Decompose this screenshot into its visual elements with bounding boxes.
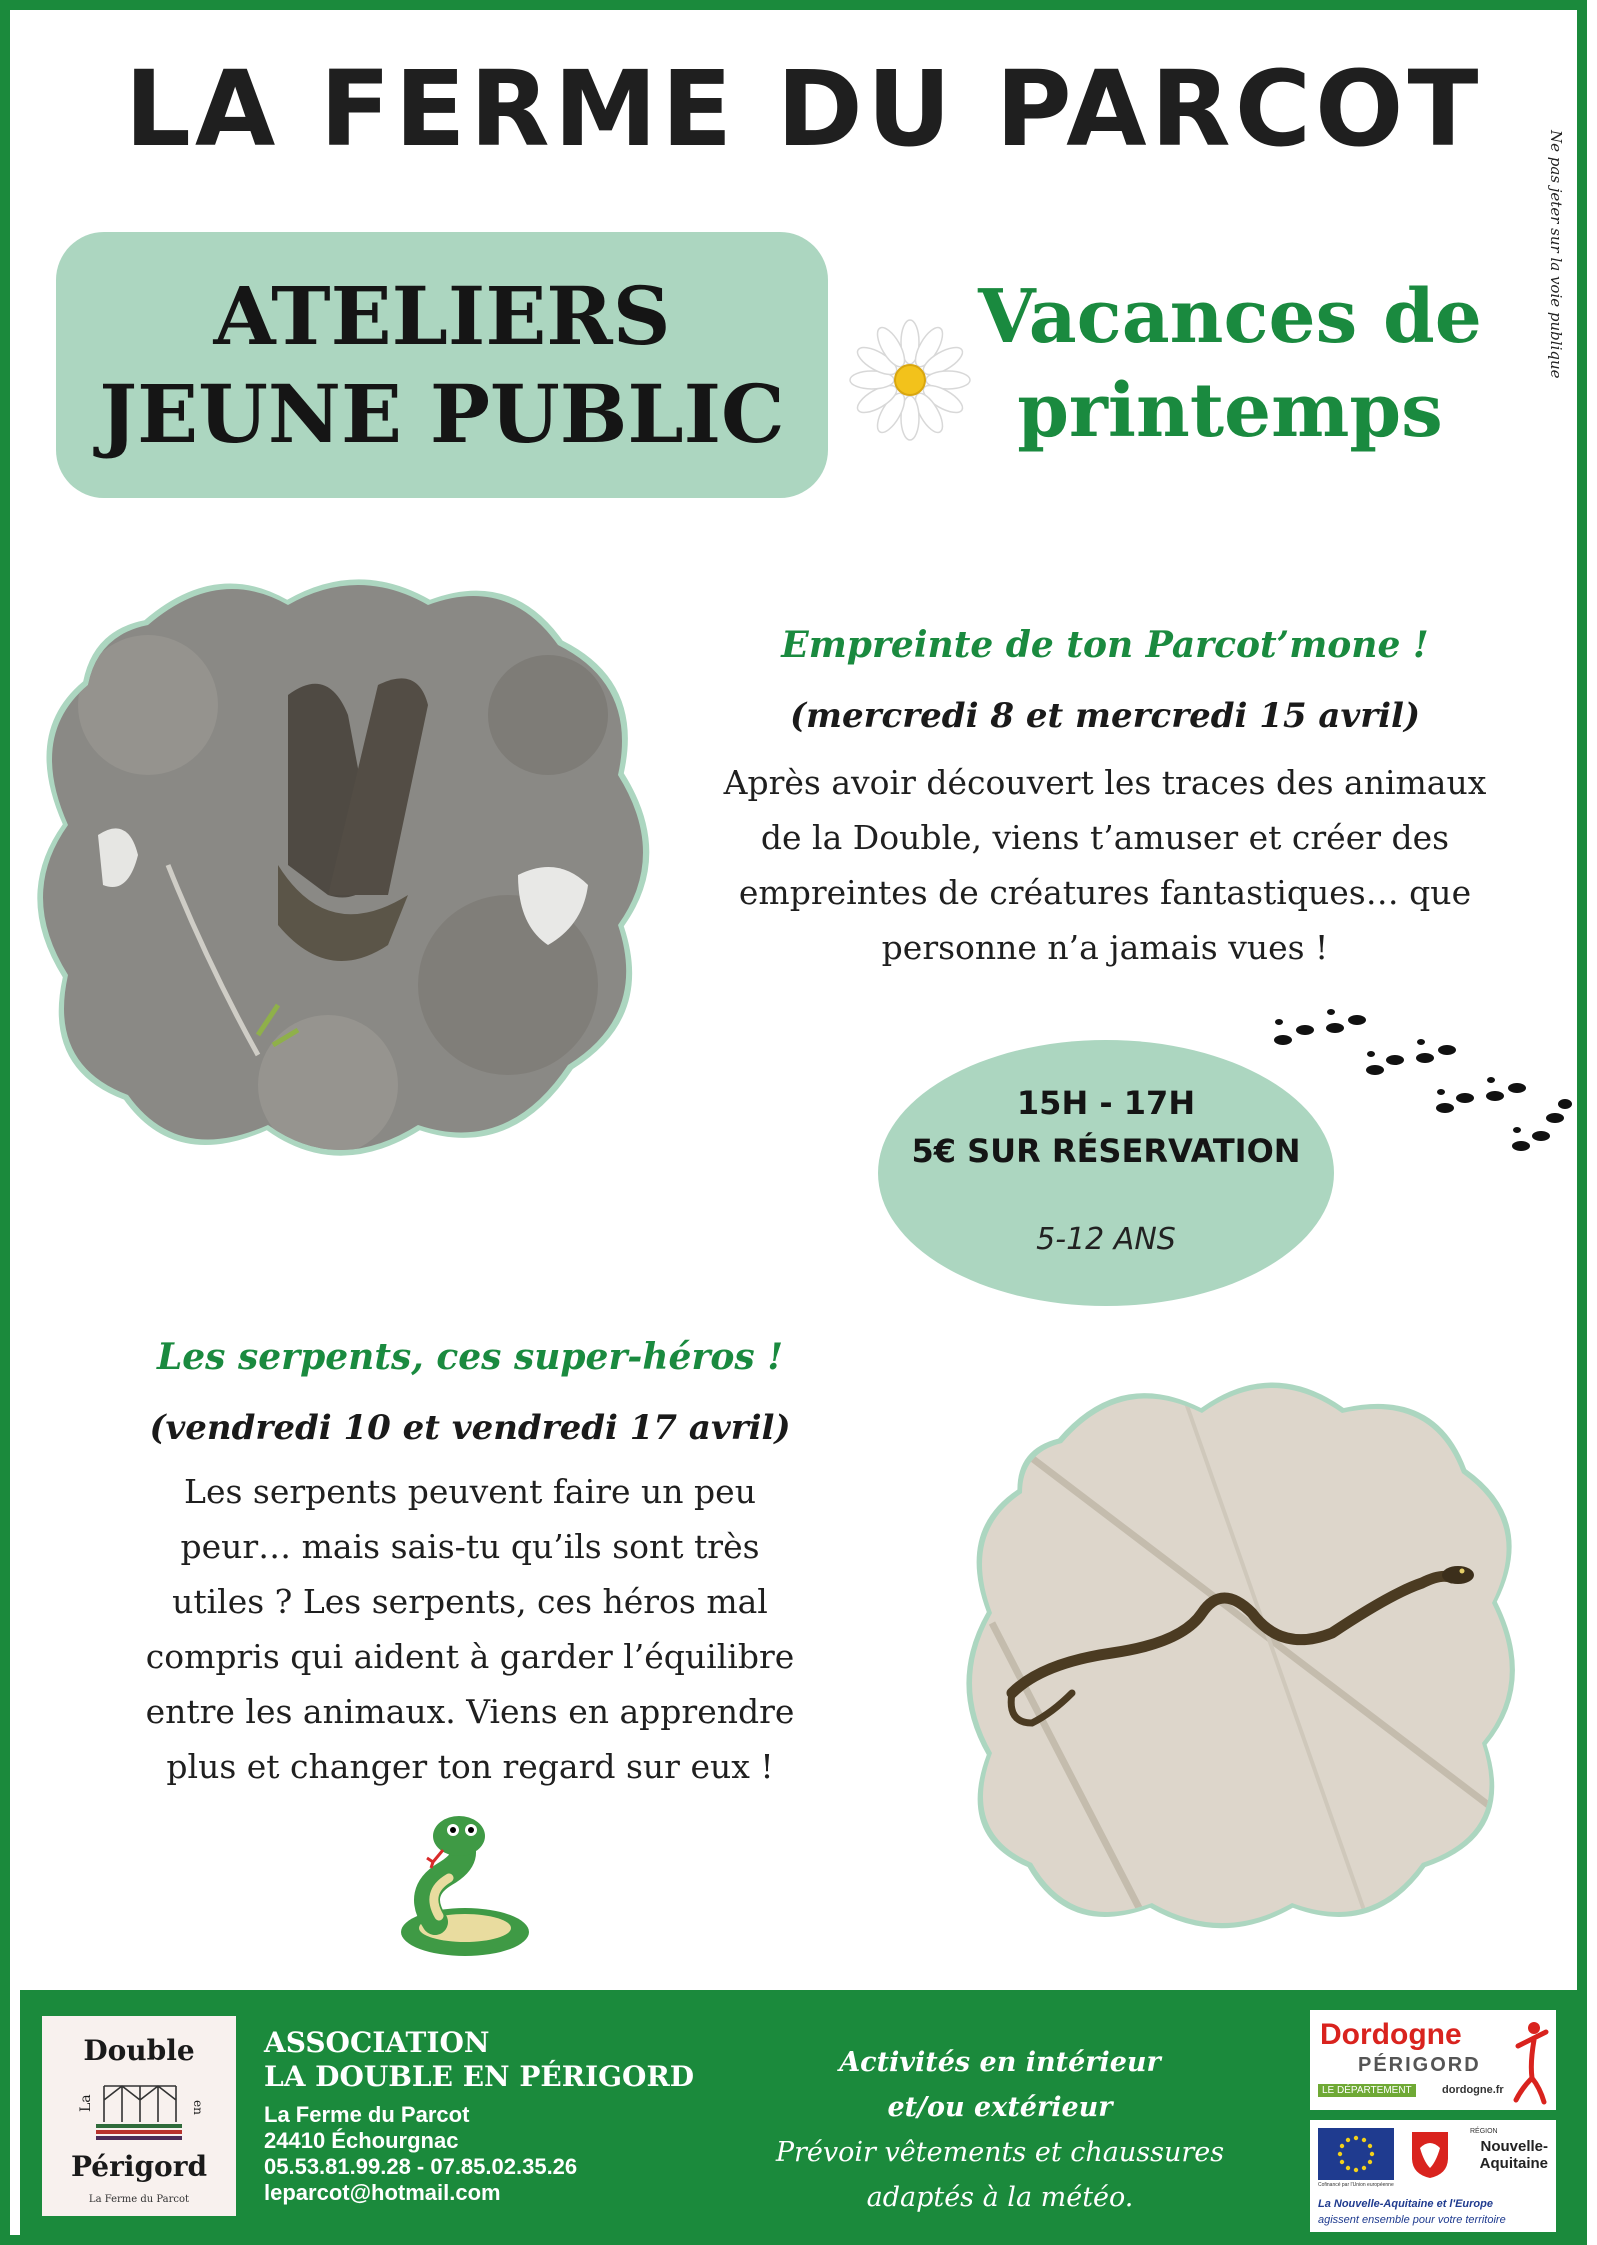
dordogne-site: dordogne.fr (1442, 2084, 1504, 2096)
eu-caption: Cofinancé par l'Union européenne (1318, 2182, 1394, 2188)
poster-title: LA FERME DU PARCOT (124, 48, 1483, 170)
activity-2-description (50, 1464, 890, 1794)
activity-1-line: personne n’a jamais vues ! (881, 928, 1329, 967)
activity-2-line: entre les animaux. Viens en apprendre (145, 1692, 795, 1731)
snake-photo (952, 1363, 1522, 1933)
dordogne-name: Dordogne (1320, 2018, 1462, 2051)
side-note: Ne pas jeter sur la voie publique (1547, 130, 1565, 379)
eu-flag-icon (1318, 2128, 1394, 2180)
address-line: 24410 Échourgnac (264, 2128, 459, 2153)
activity-2-line: compris qui aident à garder l’équilibre (145, 1637, 795, 1676)
region-slogan-2: agissent ensemble pour votre territoire (1318, 2214, 1506, 2226)
association-name (264, 2026, 694, 2094)
season-heading (950, 270, 1510, 458)
phone-numbers: 05.53.81.99.28 - 07.85.02.35.26 (264, 2154, 578, 2179)
barn-frame-icon (78, 2076, 205, 2146)
activity-1-line: Après avoir découvert les traces des animaux (723, 763, 1487, 802)
activity-1-line: de la Double, viens t’amuser et créer des (760, 818, 1450, 857)
logo-word-double: Double (83, 2034, 195, 2067)
logo-caption: La Ferme du Parcot (88, 2194, 190, 2205)
info-age: 5-12 ANS (1036, 1222, 1176, 1257)
note-line: et/ou extérieur (887, 2092, 1113, 2123)
activity-2-dates: (vendredi 10 et vendredi 17 avril) (149, 1408, 791, 1448)
activities-note (720, 2040, 1280, 2220)
double-perigord-logo (42, 2016, 236, 2216)
activity-1-line: empreintes de créatures fantastiques… que (738, 873, 1472, 912)
activity-1-title: Empreinte de ton Parcot’mone ! (781, 624, 1429, 666)
season-line-1: Vacances de (978, 274, 1482, 360)
note-line: Prévoir vêtements et chaussures (775, 2137, 1225, 2168)
season-line-2: printemps (1017, 368, 1443, 454)
region-emblem-icon (1408, 2128, 1452, 2180)
activity-2-title: Les serpents, ces super-héros ! (156, 1336, 784, 1378)
logo-mini-la: La (78, 2094, 94, 2112)
eu-stars-icon (1318, 2128, 1394, 2180)
runner-icon (1510, 2018, 1550, 2104)
info-time: 15H - 17H (1016, 1084, 1196, 1122)
activity-1-dates: (mercredi 8 et mercredi 15 avril) (789, 696, 1421, 736)
region-label: RÉGION (1470, 2128, 1498, 2135)
email-address: leparcot@hotmail.com (264, 2180, 501, 2205)
region-name-line: Nouvelle- (1480, 2138, 1548, 2155)
footer (20, 1990, 1587, 2245)
region-name (1458, 2138, 1548, 2172)
info-price: 5€ SUR RÉSERVATION (911, 1132, 1301, 1170)
region-slogan-1: La Nouvelle-Aquitaine et l'Europe (1318, 2198, 1493, 2210)
activity-2-line: plus et changer ton regard sur eux ! (166, 1747, 774, 1786)
ateliers-badge (56, 232, 828, 498)
address-line: La Ferme du Parcot (264, 2102, 470, 2127)
activity-1-description (650, 755, 1560, 975)
dordogne-dept: LE DÉPARTEMENT (1318, 2084, 1416, 2097)
snake-icon (395, 1812, 535, 1962)
footprint-photo (28, 565, 658, 1165)
activity-2-line: peur… mais sais-tu qu’ils sont très (180, 1527, 760, 1566)
association-line: LA DOUBLE EN PÉRIGORD (264, 2060, 694, 2093)
info-oval (878, 1040, 1334, 1306)
dordogne-sub: PÉRIGORD (1358, 2054, 1481, 2076)
ateliers-line-1: ATELIERS (213, 269, 671, 363)
association-line: ASSOCIATION (264, 2026, 490, 2059)
dordogne-logo (1310, 2010, 1556, 2110)
logo-mini-en: en (191, 2100, 205, 2115)
note-line: Activités en intérieur (839, 2047, 1161, 2078)
note-line: adaptés à la météo. (866, 2182, 1134, 2213)
ateliers-line-2: JEUNE PUBLIC (99, 367, 785, 461)
region-eu-logo (1310, 2120, 1556, 2232)
region-name-line: Aquitaine (1479, 2155, 1548, 2172)
association-address (264, 2102, 577, 2206)
activity-2-line: utiles ? Les serpents, ces héros mal (172, 1582, 768, 1621)
activity-2-line: Les serpents peuvent faire un peu (184, 1472, 756, 1511)
logo-word-perigord: Périgord (70, 2150, 208, 2183)
